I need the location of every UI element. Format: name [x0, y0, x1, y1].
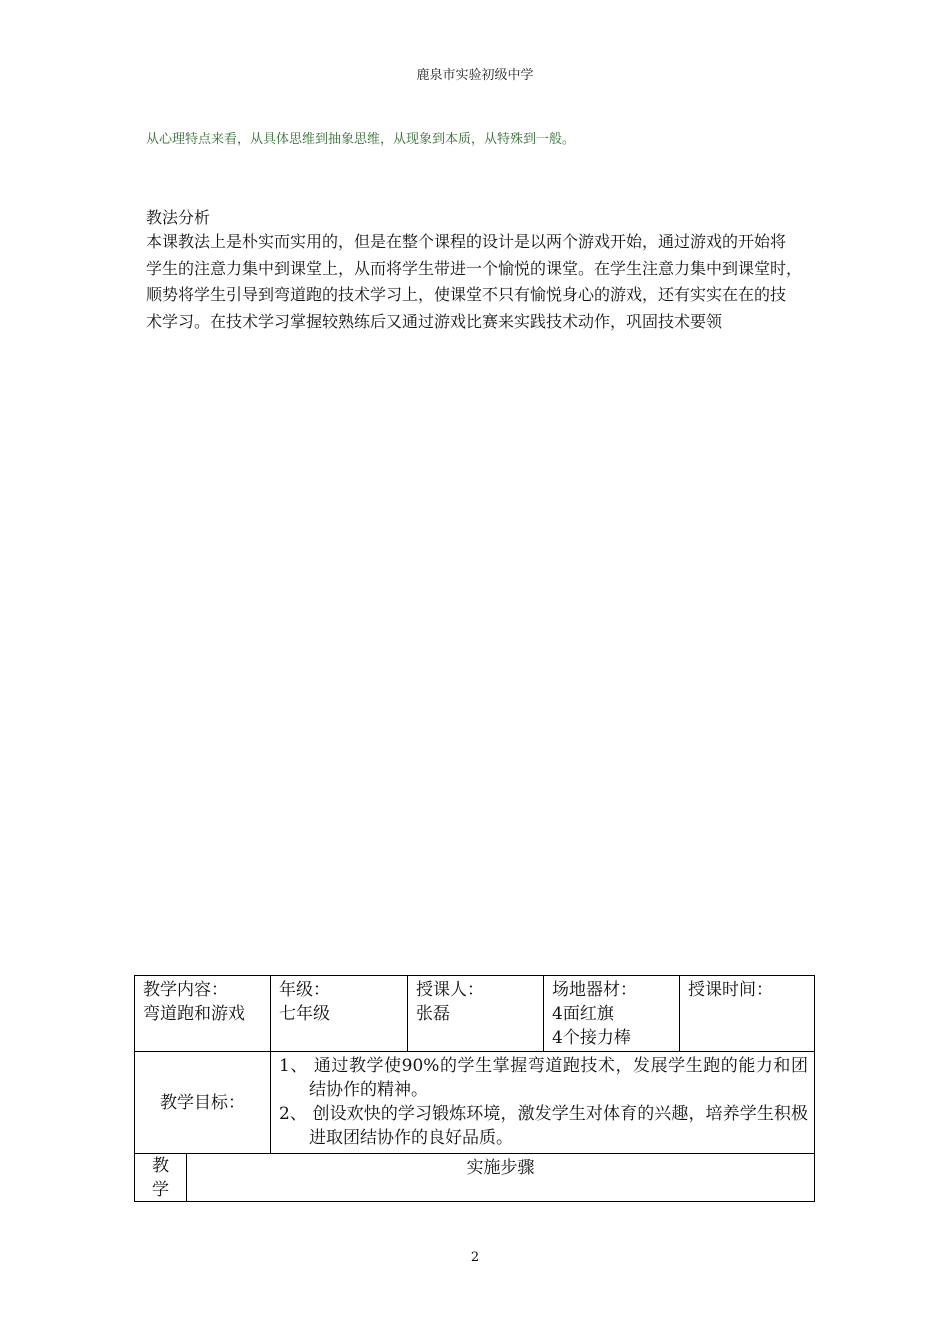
page-number: 2 [470, 1250, 480, 1265]
teacher-cell [408, 975, 544, 1051]
method-line: 学生的注意力集中到课堂上，从而将学生带进一个愉悦的课堂。在学生注意力集中到课堂时， [146, 258, 803, 278]
intro-line: 从心理特点来看，从具体思维到抽象思维，从现象到本质，从特殊到一般。 [146, 132, 576, 147]
equipment-item: 4面红旗 [552, 1004, 614, 1024]
equipment-item: 4个接力棒 [552, 1028, 631, 1048]
steps-header-cell [187, 1153, 815, 1202]
time-label: 授课时间： [688, 980, 773, 1000]
steps-side-char: 教 [152, 1156, 169, 1176]
method-line: 术学习。在技术学习掌握较熟练后又通过游戏比赛来实践技术动作，巩固技术要领 [146, 311, 723, 331]
steps-label: 实施步骤 [466, 1158, 535, 1178]
method-paragraph [146, 229, 818, 335]
steps-side-char: 学 [152, 1180, 169, 1200]
equipment-label: 场地器材： [552, 980, 637, 1000]
grade-label: 年级： [279, 980, 330, 1000]
content-cell [134, 975, 271, 1051]
steps-side-cell [134, 1153, 187, 1202]
method-line: 本课教法上是朴实而实用的，但是在整个课程的设计是以两个游戏开始，通过游戏的开始将 [146, 232, 787, 251]
goal-item: 2、 创设欢快的学习锻炼环境，激发学生对体育的兴趣，培养学生积极进取团结协作的良好品质。 [279, 1104, 808, 1148]
goals-label: 教学目标： [160, 1092, 245, 1113]
page-header: 鹿泉市实验初级中学 [416, 68, 534, 83]
grade-cell [271, 975, 408, 1051]
grade-value: 七年级 [279, 1004, 330, 1024]
content-label: 教学内容： [143, 980, 228, 1000]
method-line: 顺势将学生引导到弯道跑的技术学习上，使课堂不只有愉悦身心的游戏，还有实实在在的技 [146, 285, 787, 304]
goals-label-cell [134, 1051, 271, 1153]
goal-item: 1、 通过教学使90%的学生掌握弯道跑技术，发展学生跑的能力和团结协作的精神。 [279, 1056, 808, 1100]
content-value: 弯道跑和游戏 [143, 1004, 245, 1024]
time-cell [680, 975, 815, 1051]
goals-cell [271, 1051, 815, 1153]
teacher-label: 授课人： [416, 980, 484, 1000]
equipment-cell [544, 975, 680, 1051]
teacher-value: 张磊 [416, 1004, 450, 1024]
lesson-table [134, 975, 815, 1202]
method-title: 教法分析 [146, 208, 211, 227]
